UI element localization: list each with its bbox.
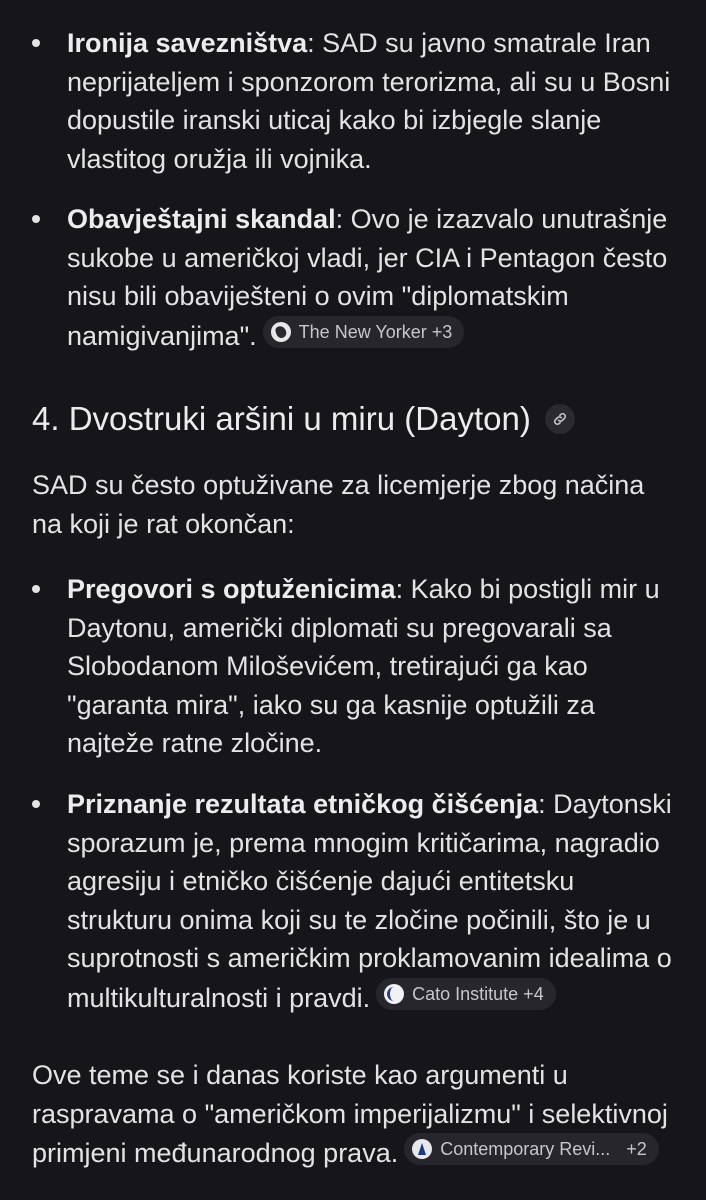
cato-logo-icon — [384, 984, 404, 1004]
conclusion-paragraph — [32, 1056, 680, 1173]
source-chip-label: Cato Institute +4 — [412, 983, 544, 1004]
list-item — [0, 24, 706, 178]
list-item — [0, 200, 706, 355]
bullet-dot — [32, 39, 40, 47]
item-text: : Ovo je izazvalo unutrašnje sukobe u američkoj vladi, jer CIA i Pentagon često nisu bili obaviješteni o ovim "diplomatskim namigivanjima". — [67, 204, 668, 351]
link-icon — [552, 411, 568, 427]
source-chip-newyorker[interactable] — [263, 316, 465, 348]
source-chip-extra: +2 — [626, 1139, 647, 1159]
item-text: : SAD su javno smatrale Iran neprijateljem i sponzorom terorizma, ali su u Bosni dopustile iranski uticaj kako bi izbjegle slanje vlastitog oružja ili vojnika. — [67, 28, 671, 174]
item-text: : Daytonski sporazum je, prema mnogim kritičarima, nagradio agresiju i etničko čišćenje dajući entitetsku strukturu onima koji su te zločine počinili, što je u suprotnosti s američkim proklamovanim idealima o multikulturalnosti i pravdi. — [67, 789, 672, 1013]
section-intro: SAD su često optuživane za licemjerje zbog načina na koji je rat okončan: — [32, 470, 645, 539]
source-chip-contemporary-review[interactable] — [404, 1133, 659, 1165]
copy-link-button[interactable] — [545, 404, 575, 434]
bullet-list-recognition — [0, 785, 706, 1017]
source-chip-label: Contemporary Revi... — [440, 1139, 611, 1159]
bullet-list-alliance — [0, 24, 706, 178]
contemporary-review-logo-icon — [412, 1139, 432, 1159]
list-item — [0, 570, 706, 763]
newyorker-logo-icon — [271, 322, 291, 342]
bullet-dot — [32, 215, 40, 223]
item-text: : Kako bi postigli mir u Daytonu, američki diplomati su pregovarali sa Slobodanom Miloševićem, tretirajući ga kao "garanta mira", iako su ga kasnije optužili za najteže ratne zločine. — [67, 574, 660, 758]
bullet-list-intel — [0, 200, 706, 355]
section-heading-text: 4. Dvostruki aršini u miru (Dayton) — [32, 400, 531, 437]
list-item — [0, 785, 706, 1017]
bullet-dot — [32, 585, 40, 593]
bullet-list-negotiations — [0, 570, 706, 763]
item-title: Obavještajni skandal — [67, 204, 336, 234]
item-title: Priznanje rezultata etničkog čišćenja — [67, 789, 539, 819]
bullet-dot — [32, 800, 40, 808]
source-chip-label: The New Yorker +3 — [298, 321, 453, 342]
item-title: Pregovori s optuženicima — [67, 574, 396, 604]
item-title: Ironija savezništva — [67, 28, 308, 58]
source-chip-cato[interactable] — [376, 978, 556, 1010]
section-heading — [32, 400, 575, 438]
conclusion-text: Ove teme se i danas koriste kao argumenti u raspravama o "američkom imperijalizmu" i selektivnoj primjeni međunarodnog prava. — [32, 1060, 668, 1168]
